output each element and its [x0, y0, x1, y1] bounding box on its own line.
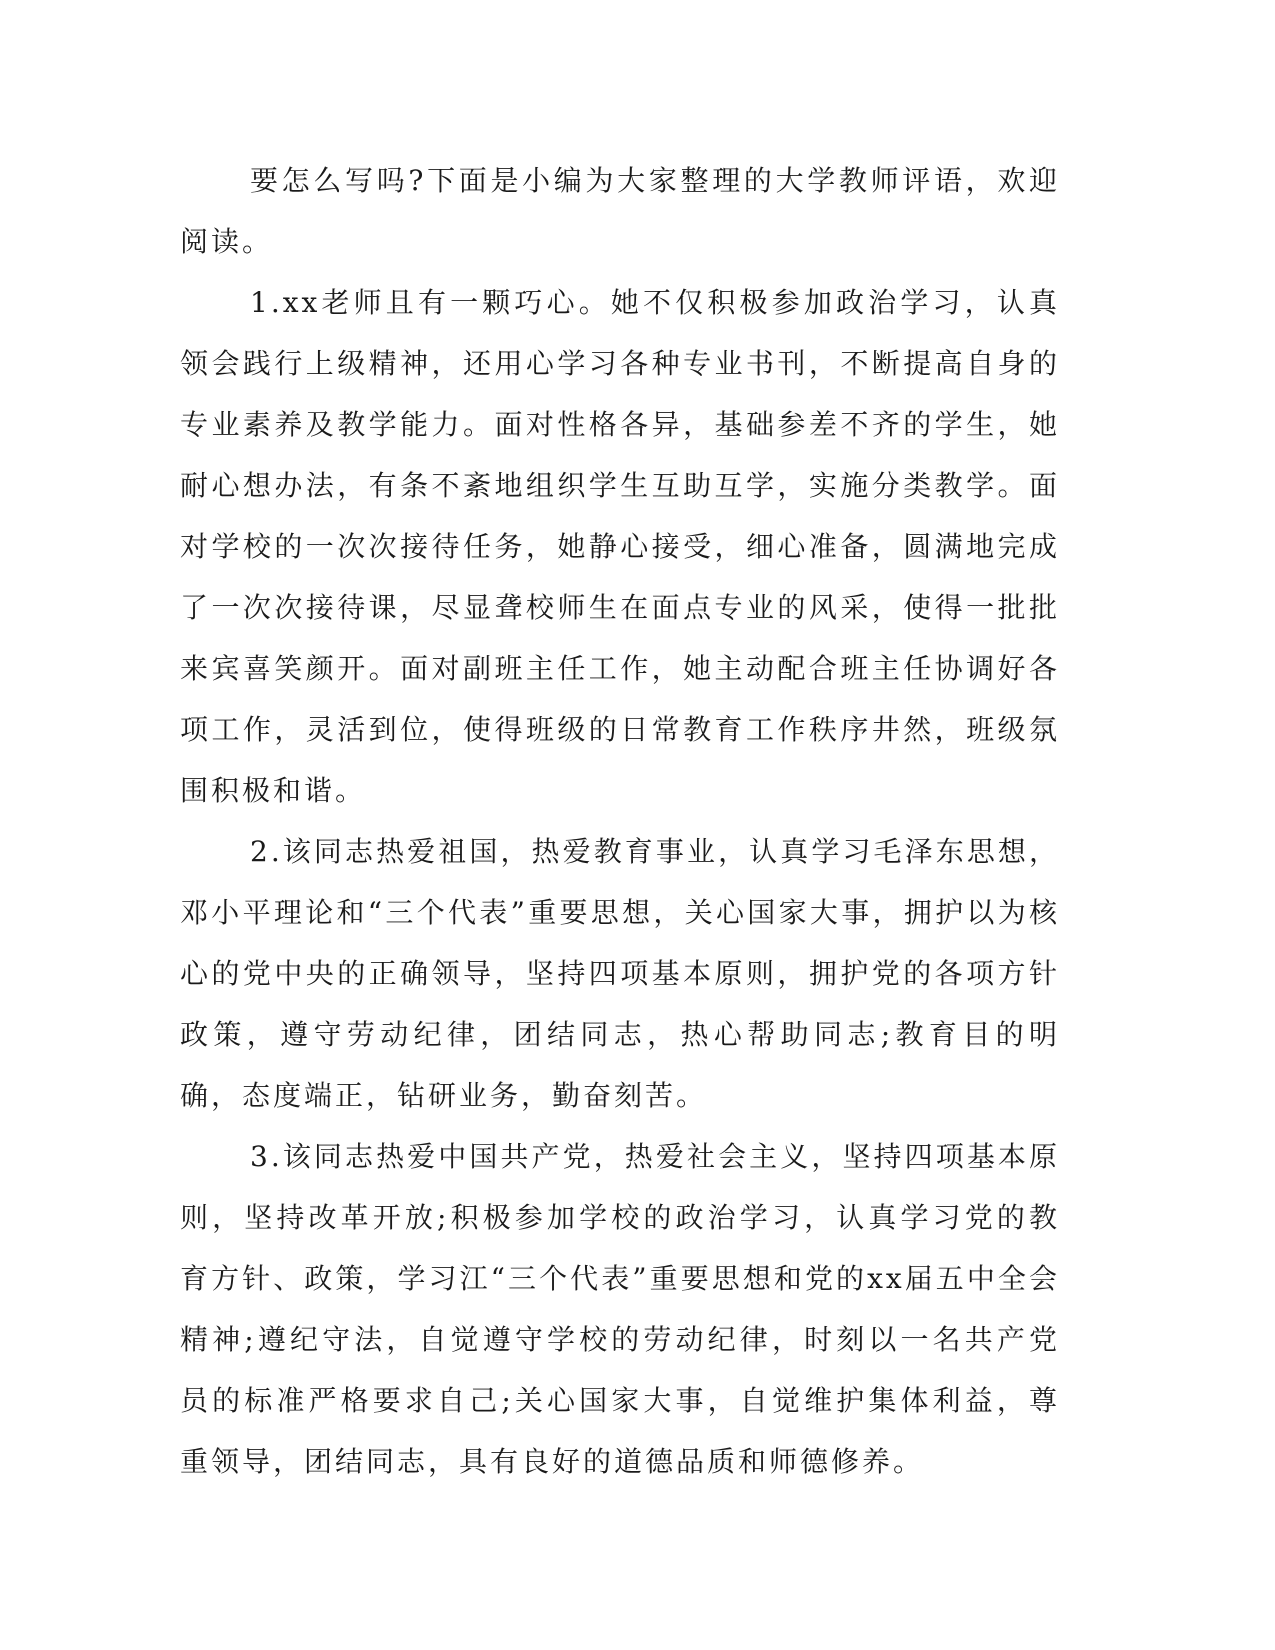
document-page — [180, 150, 1060, 1492]
comment-paragraph-1: 1.xx老师且有一颗巧心。她不仅积极参加政治学习，认真领会践行上级精神，还用心学习各种专业书刊，不断提高自身的专业素养及教学能力。面对性格各异，基础参差不齐的学生，她耐心想办法，有条不紊地组织学生互助互学，实施分类教学。面对学校的一次次接待任务，她静心接受，细心准备，圆满地完成了一次次接待课，尽显聋校师生在面点专业的风采，使得一批批来宾喜笑颜开。面对副班主任工作，她主动配合班主任协调好各项工作，灵活到位，使得班级的日常教育工作秩序井然，班级氛围积极和谐。 — [180, 286, 1060, 807]
comment-paragraph-2: 2.该同志热爱祖国，热爱教育事业，认真学习毛泽东思想，邓小平理论和“三个代表”重要思想，关心国家大事，拥护以为核心的党中央的正确领导，坚持四项基本原则，拥护党的各项方针政策，遵守劳动纪律，团结同志，热心帮助同志;教育目的明确，态度端正，钻研业务，勤奋刻苦。 — [180, 835, 1060, 1112]
intro-paragraph: 要怎么写吗?下面是小编为大家整理的大学教师评语，欢迎阅读。 — [180, 164, 1060, 258]
comment-paragraph-3: 3.该同志热爱中国共产党，热爱社会主义，坚持四项基本原则，坚持改革开放;积极参加学校的政治学习，认真学习党的教育方针、政策，学习江“三个代表”重要思想和党的xx届五中全会精神;遵纪守法，自觉遵守学校的劳动纪律，时刻以一名共产党员的标准严格要求自己;关心国家大事，自觉维护集体利益，尊重领导，团结同志，具有良好的道德品质和师德修养。 — [180, 1140, 1060, 1478]
